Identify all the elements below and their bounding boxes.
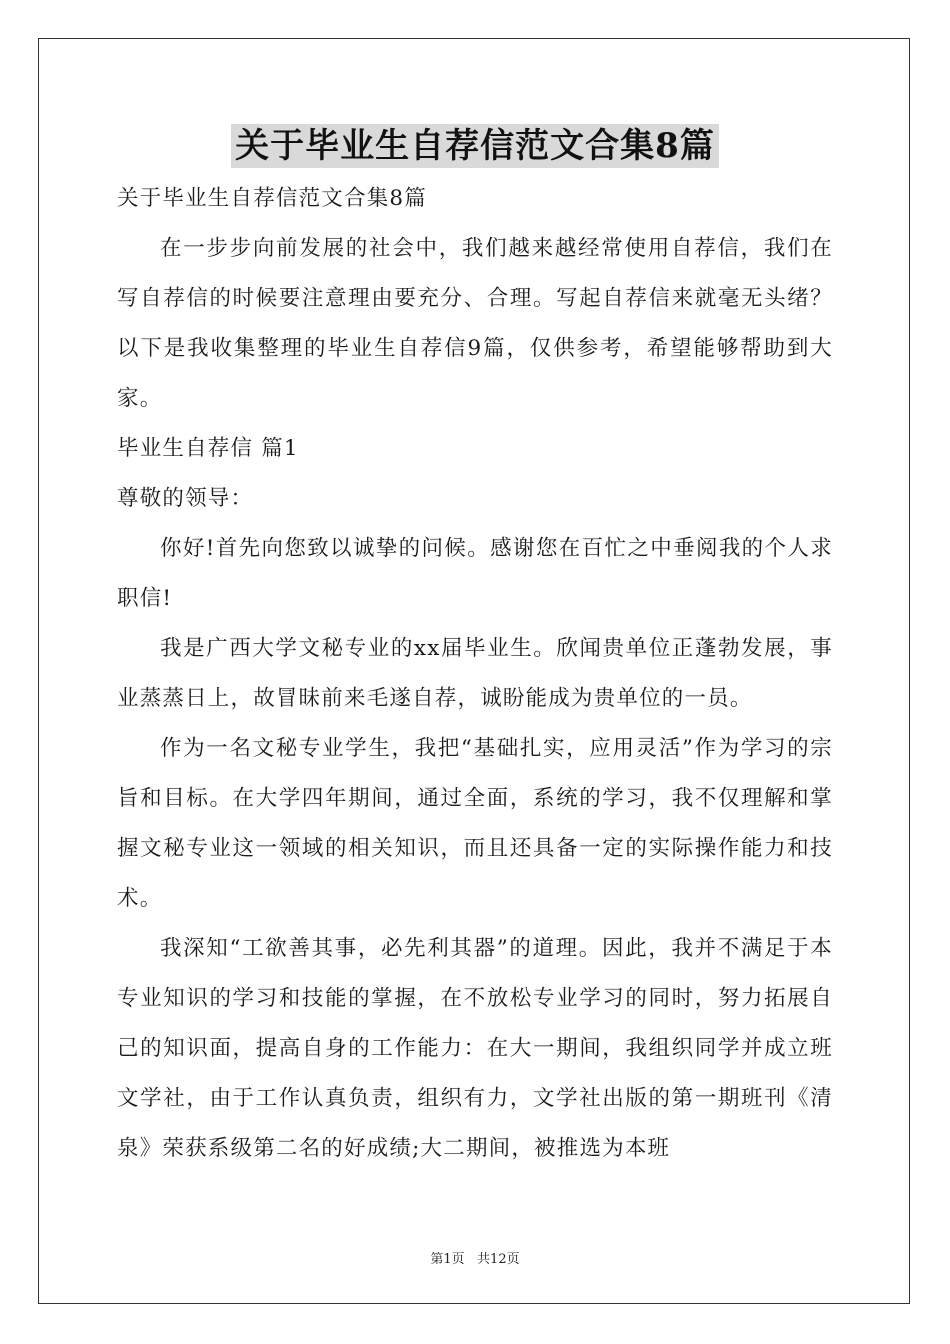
salutation: 尊敬的领导： [117,486,254,511]
body-paragraph: 作为一名文秘专业学生，我把“基础扎实，应用灵活”作为学习的宗旨和目标。在大学四年期间，通过全面，系统的学习，我不仅理解和掌握文秘专业这一领域的相关知识，而且还具备一定的实际操作能力和技术。 [117,736,833,911]
section-heading: 毕业生自荐信 篇1 [117,436,299,461]
page-footer [0,1248,950,1267]
document-body [117,174,833,1174]
body-paragraph: 我深知“工欲善其事，必先利其器”的道理。因此，我并不满足于本专业知识的学习和技能的掌握，在不放松专业学习的同时，努力拓展自己的知识面，提高自身的工作能力：在大一期间，我组织同学并成立班文学社，由于工作认真负责，组织有力，文学社出版的第一期班刊《清泉》荣获系级第二名的好成绩;大二期间，被推选为本班 [117,936,833,1161]
intro-paragraph: 在一步步向前发展的社会中，我们越来越经常使用自荐信，我们在写自荐信的时候要注意理由要充分、合理。写起自荐信来就毫无头绪？以下是我收集整理的毕业生自荐信9篇，仅供参考，希望能够帮助到大家。 [117,236,833,411]
document-title: 关于毕业生自荐信范文合集8篇 [231,124,719,168]
page-number: 第1页 共12页 [430,1252,520,1267]
subtitle-paragraph: 关于毕业生自荐信范文合集8篇 [117,186,427,211]
body-paragraph: 你好!首先向您致以诚挚的问候。感谢您在百忙之中垂阅我的个人求职信! [117,536,833,611]
body-paragraph: 我是广西大学文秘专业的xx届毕业生。欣闻贵单位正蓬勃发展，事业蒸蒸日上，故冒昧前来毛遂自荐，诚盼能成为贵单位的一员。 [117,636,833,711]
title-container [0,124,950,168]
